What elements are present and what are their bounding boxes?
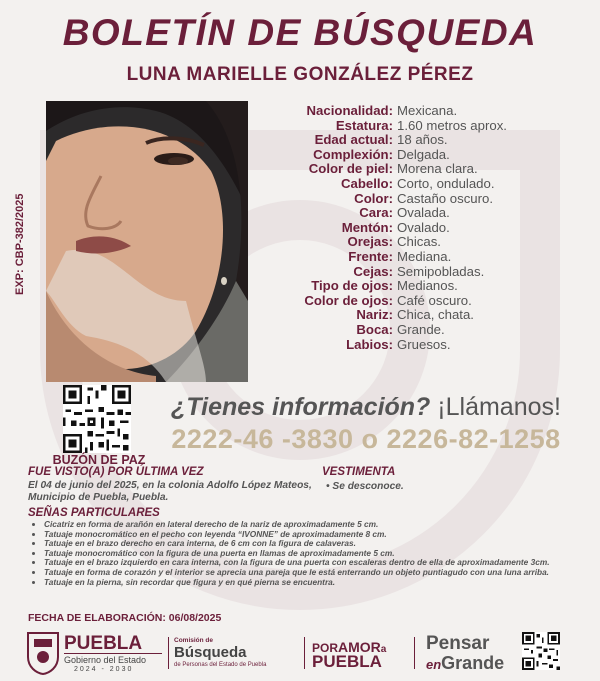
trait-value: 1.60 metros aprox. [397, 117, 507, 133]
trait-value: Medianos. [397, 278, 458, 294]
divider [304, 637, 305, 669]
trait-label: Cabello: [340, 175, 393, 191]
expediente-text: EXP: CBP-382/2025 [14, 193, 26, 295]
list-item: • Tatuaje en el brazo derecho en cara interna, de 6 cm con la figura de calaveras. [44, 539, 600, 549]
comision-small: Comisión de [174, 637, 214, 644]
trait-value: Grande. [397, 321, 445, 337]
physical-traits [262, 104, 592, 352]
elaboration-date: FECHA DE ELABORACIÓN: 06/08/2025 [28, 612, 222, 624]
trait-label: Orejas: [347, 234, 393, 250]
trait-row [262, 162, 592, 177]
trait-value: Corto, ondulado. [397, 175, 495, 191]
trait-value: Mediana. [397, 248, 452, 264]
marks-heading: SEÑAS PARTICULARES [28, 507, 160, 519]
page-title: BOLETÍN DE BÚSQUEDA [62, 12, 538, 53]
comision-subtitle: de Personas del Estado de Puebla [174, 662, 267, 668]
trait-label: Edad actual: [314, 132, 393, 148]
trait-label: Color de ojos: [304, 292, 393, 308]
phone-1[interactable]: 2222-46 -3830 [171, 424, 354, 454]
list-item: • Tatuaje monocromático en el pecho con leyenda “IVONNE” de aproximadamente 8 cm. [44, 530, 600, 540]
pensar-word: Pensar [426, 633, 490, 654]
trait-row [262, 294, 592, 309]
list-item: • Cicatriz en forma de arañón en lateral derecho de la nariz de aproximadamente 5 cm. [44, 520, 600, 530]
clothing-item: • Se desconoce. [326, 481, 404, 492]
trait-row [262, 177, 592, 192]
trait-row [262, 192, 592, 207]
trait-value: Ovalada. [397, 205, 450, 221]
phone-2[interactable]: 2226-82-1258 [386, 424, 561, 454]
pensar-line2 [426, 653, 504, 674]
poramor-amor: AMOR [338, 639, 381, 655]
cta-call: ¡Llámanos! [437, 393, 561, 421]
trait-row [262, 119, 592, 134]
trait-row [262, 104, 592, 119]
trait-label: Frente: [348, 248, 393, 264]
list-item: • Tatuaje en la pierna, sin recordar que figura y en qué pierna se encuentra. [44, 578, 600, 588]
comision-title: Búsqueda [174, 644, 247, 661]
trait-row [262, 279, 592, 294]
trait-value: Morena clara. [397, 161, 478, 177]
list-item: • Tatuaje en forma de corazón y el interior se aprecia una pareja que le está enterrando un objeto puntiagudo con una luna arriba. [44, 568, 600, 578]
last-seen-text: El 04 de junio del 2025, en la colonia Adolfo López Mateos, Municipio de Puebla, Puebla. [28, 480, 312, 503]
trait-row [262, 235, 592, 250]
puebla-subtitle: Gobierno del Estado [64, 653, 162, 665]
poramor-por: POR [312, 641, 339, 655]
pensar-en: en [426, 657, 442, 672]
marks-list [28, 520, 600, 587]
trait-row [262, 265, 592, 280]
trait-row [262, 250, 592, 265]
trait-label: Color de piel: [308, 161, 393, 177]
trait-row [262, 148, 592, 163]
trait-label: Cejas: [353, 263, 393, 279]
trait-label: Cara: [359, 205, 393, 221]
cta-question: ¿Tienes información? [171, 393, 431, 421]
trait-row [262, 338, 592, 353]
trait-label: Mentón: [341, 219, 393, 235]
trait-label: Labios: [346, 336, 393, 352]
phone-separator: o [361, 424, 379, 454]
puebla-crest-icon [26, 631, 60, 675]
trait-row [262, 206, 592, 221]
person-photo [46, 101, 248, 382]
trait-value: Chica, chata. [397, 307, 474, 323]
trait-value: Castaño oscuro. [397, 190, 494, 206]
trait-label: Complexión: [313, 146, 393, 162]
trait-label: Tipo de ojos: [311, 278, 393, 294]
clothing-text: Se desconoce. [332, 481, 404, 492]
trait-row [262, 323, 592, 338]
clothing-heading: VESTIMENTA [322, 466, 396, 478]
trait-label: Nacionalidad: [306, 103, 393, 118]
phone-numbers [146, 424, 586, 455]
footer-qr-code[interactable] [522, 632, 560, 670]
list-item: • Tatuaje monocromático con la figura de una puerta en llamas de aproximadamente 5 cm. [44, 549, 600, 559]
divider [414, 637, 415, 669]
trait-value: Gruesos. [397, 336, 451, 352]
puebla-title: PUEBLA [64, 633, 143, 654]
trait-label: Boca: [356, 321, 393, 337]
trait-value: Café oscuro. [397, 292, 472, 308]
puebla-years: 2024 - 2030 [74, 666, 134, 673]
photo-illustration [46, 101, 248, 382]
trait-value: Ovalado. [397, 219, 450, 235]
trait-label: Nariz: [356, 307, 393, 323]
trait-row [262, 308, 592, 323]
poramor-puebla: PUEBLA [312, 652, 382, 671]
pensar-grande: Grande [441, 653, 505, 673]
person-name: LUNA MARIELLE GONZÁLEZ PÉREZ [126, 64, 474, 85]
poramor-a: a [380, 644, 387, 655]
list-item: • Tatuaje en el brazo izquierdo en cara interna, con la figura de una puerta con escaleras dentro de ella de aproximadamente 3cm. [44, 558, 600, 568]
divider [168, 637, 169, 669]
contact-question [146, 393, 586, 422]
trait-label: Color: [354, 190, 393, 206]
buzon-label: BUZÓN DE PAZ [52, 453, 146, 467]
trait-value: Semipobladas. [397, 263, 485, 279]
trait-value: Delgada. [397, 146, 450, 162]
trait-value: Chicas. [397, 234, 441, 250]
trait-label: Estatura: [335, 117, 393, 133]
trait-row [262, 133, 592, 148]
last-seen-heading: FUE VISTO(A) POR ÚLTIMA VEZ [28, 466, 204, 478]
trait-value: Mexicana. [397, 103, 458, 118]
trait-value: 18 años. [397, 132, 448, 148]
footer-logos [22, 627, 578, 677]
buzon-qr-code[interactable] [63, 385, 131, 453]
trait-row [262, 221, 592, 236]
